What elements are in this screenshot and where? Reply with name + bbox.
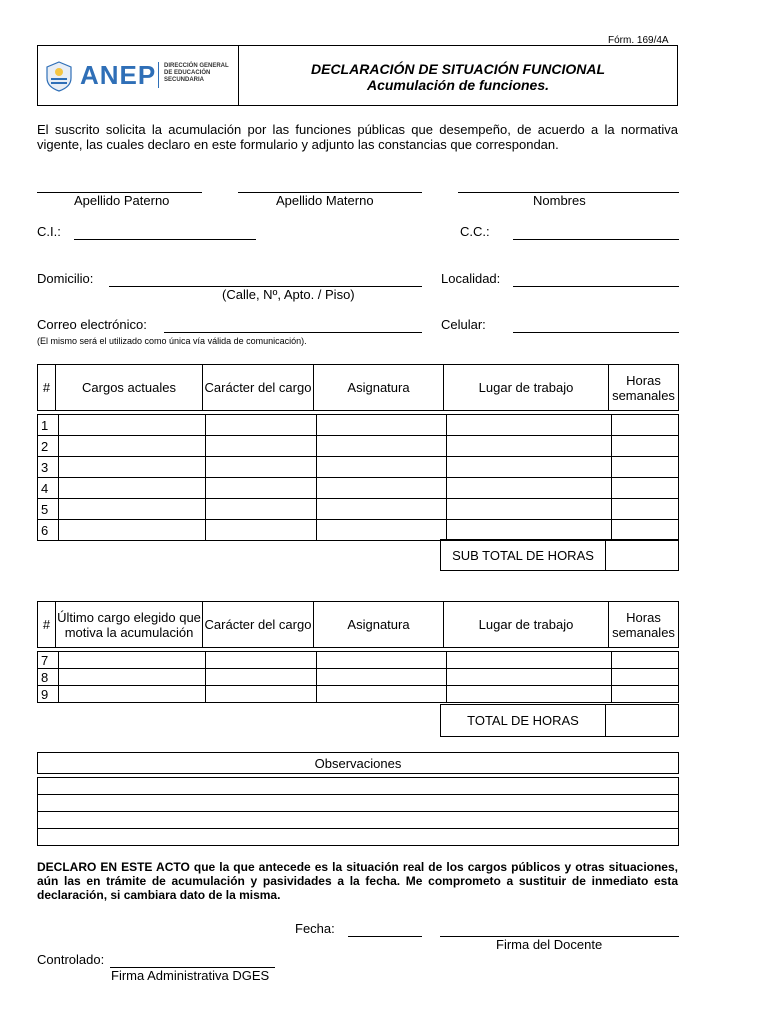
logo-subtitle: DIRECCIÓN GENERAL DE EDUCACIÓN SECUNDARIA — [164, 63, 229, 83]
subtotal-value[interactable] — [606, 540, 679, 571]
anep-emblem-icon — [44, 60, 74, 92]
row-number: 9 — [38, 686, 59, 703]
cargos-table — [37, 414, 679, 541]
intro-text: El suscrito solicita la acumulación por las funciones públicas que desempeño, de acuerdo a la normativa vigente, las cuales declaro en este formulario y adjunto las constancias que correspondan. — [37, 122, 678, 152]
cell-horas[interactable] — [612, 478, 679, 499]
col-caracter: Carácter del cargo — [203, 365, 314, 411]
localidad-field[interactable] — [513, 286, 679, 287]
col-number: # — [38, 602, 56, 648]
table-row — [38, 652, 679, 669]
cell-horas[interactable] — [612, 686, 679, 703]
cell-asignatura[interactable] — [317, 436, 447, 457]
observaciones-line[interactable] — [38, 778, 679, 795]
table-row — [38, 686, 679, 703]
row-number: 1 — [38, 415, 59, 436]
subtotal-label: SUB TOTAL DE HORAS — [441, 540, 606, 571]
total-box — [440, 704, 679, 737]
table-row — [38, 457, 679, 478]
ultimo-cargo-table — [37, 651, 679, 703]
col-caracter: Carácter del cargo — [203, 602, 314, 648]
row-number: 7 — [38, 652, 59, 669]
table-row — [38, 669, 679, 686]
cell-caracter[interactable] — [206, 652, 317, 669]
declaration-text: DECLARO EN ESTE ACTO que la que antecede es la situación real de los cargos públicos y otras situaciones, aún las en trámite de acumulación y pasividades a la fecha. Me comprometo a sustituir de inmediato esta declaración, si cambiara dato de la misma. — [37, 860, 678, 902]
header-box — [37, 45, 678, 106]
col-horas: Horas semanales — [609, 602, 679, 648]
ci-field[interactable] — [74, 239, 256, 240]
celular-field[interactable] — [513, 332, 679, 333]
col-asignatura: Asignatura — [314, 365, 444, 411]
cell-asignatura[interactable] — [317, 457, 447, 478]
table-row — [38, 436, 679, 457]
cell-lugar[interactable] — [447, 669, 612, 686]
cell-caracter[interactable] — [206, 499, 317, 520]
localidad-label: Localidad: — [441, 271, 501, 286]
cell-horas[interactable] — [612, 652, 679, 669]
ci-label: C.I.: — [37, 224, 61, 239]
celular-label: Celular: — [441, 317, 486, 332]
cell-asignatura[interactable] — [317, 478, 447, 499]
cell-horas[interactable] — [612, 415, 679, 436]
correo-label: Correo electrónico: — [37, 317, 147, 332]
total-value[interactable] — [606, 705, 679, 737]
cc-field[interactable] — [513, 239, 679, 240]
fecha-field[interactable] — [348, 936, 422, 937]
cell-asignatura[interactable] — [317, 686, 447, 703]
cell-asignatura[interactable] — [317, 520, 447, 541]
cell-cargo[interactable] — [59, 499, 206, 520]
cell-lugar[interactable] — [447, 436, 612, 457]
correo-field[interactable] — [164, 332, 422, 333]
ultimo-cargo-table-header — [37, 601, 679, 648]
form-title: DECLARACIÓN DE SITUACIÓN FUNCIONAL — [311, 61, 605, 77]
cell-lugar[interactable] — [447, 520, 612, 541]
anep-logo-text: ANEP — [80, 60, 157, 90]
cell-asignatura[interactable] — [317, 499, 447, 520]
col-lugar: Lugar de trabajo — [444, 365, 609, 411]
table-row — [38, 520, 679, 541]
cell-cargo[interactable] — [59, 669, 206, 686]
row-number: 3 — [38, 457, 59, 478]
cell-caracter[interactable] — [206, 478, 317, 499]
col-number: # — [38, 365, 56, 411]
table-row — [38, 478, 679, 499]
row-number: 2 — [38, 436, 59, 457]
nombres-label: Nombres — [533, 193, 586, 208]
col-asignatura: Asignatura — [314, 602, 444, 648]
cell-lugar[interactable] — [447, 415, 612, 436]
cell-cargo[interactable] — [59, 686, 206, 703]
row-number: 8 — [38, 669, 59, 686]
cargos-table-header — [37, 364, 679, 411]
cell-caracter[interactable] — [206, 686, 317, 703]
observaciones-line[interactable] — [38, 795, 679, 812]
logo-divider — [158, 62, 159, 88]
domicilio-hint: (Calle, Nº, Apto. / Piso) — [222, 287, 355, 302]
cell-lugar[interactable] — [447, 457, 612, 478]
apellido-paterno-label: Apellido Paterno — [74, 193, 170, 208]
fecha-label: Fecha: — [295, 921, 335, 936]
observaciones-header — [37, 752, 679, 774]
col-horas: Horas semanales — [609, 365, 679, 411]
correo-note: (El mismo será el utilizado como única vía válida de comunicación). — [37, 336, 307, 346]
cell-horas[interactable] — [612, 436, 679, 457]
row-number: 5 — [38, 499, 59, 520]
cell-horas[interactable] — [612, 520, 679, 541]
col-cargos: Cargos actuales — [56, 365, 203, 411]
cell-horas[interactable] — [612, 669, 679, 686]
total-label: TOTAL DE HORAS — [441, 705, 606, 737]
col-lugar: Lugar de trabajo — [444, 602, 609, 648]
subtotal-box — [440, 539, 679, 571]
cell-horas[interactable] — [612, 457, 679, 478]
cell-asignatura[interactable] — [317, 669, 447, 686]
cell-asignatura[interactable] — [317, 652, 447, 669]
cell-cargo[interactable] — [59, 520, 206, 541]
cell-caracter[interactable] — [206, 436, 317, 457]
cell-caracter[interactable] — [206, 457, 317, 478]
controlado-label: Controlado: — [37, 952, 105, 967]
apellido-materno-label: Apellido Materno — [276, 193, 374, 208]
row-number: 4 — [38, 478, 59, 499]
cell-cargo[interactable] — [59, 436, 206, 457]
cell-asignatura[interactable] — [317, 415, 447, 436]
observaciones-box — [37, 777, 679, 846]
observaciones-label: Observaciones — [38, 753, 679, 774]
cell-cargo[interactable] — [59, 415, 206, 436]
form-subtitle: Acumulación de funciones. — [366, 77, 550, 93]
cell-lugar[interactable] — [447, 686, 612, 703]
col-ultimo-cargo: Último cargo elegido que motiva la acumulación — [56, 602, 203, 648]
table-row — [38, 499, 679, 520]
cell-lugar[interactable] — [447, 652, 612, 669]
cc-label: C.C.: — [460, 224, 490, 239]
firma-admin-label: Firma Administrativa DGES — [111, 968, 270, 983]
domicilio-label: Domicilio: — [37, 271, 94, 286]
cell-lugar[interactable] — [447, 478, 612, 499]
firma-docente-label: Firma del Docente — [496, 937, 603, 952]
cell-cargo[interactable] — [59, 478, 206, 499]
cell-caracter[interactable] — [206, 520, 317, 541]
table-row — [38, 415, 679, 436]
observaciones-line[interactable] — [38, 812, 679, 829]
observaciones-line[interactable] — [38, 829, 679, 846]
cell-caracter[interactable] — [206, 669, 317, 686]
row-number: 6 — [38, 520, 59, 541]
cell-cargo[interactable] — [59, 457, 206, 478]
cell-horas[interactable] — [612, 499, 679, 520]
cell-cargo[interactable] — [59, 652, 206, 669]
cell-caracter[interactable] — [206, 415, 317, 436]
form-number: Fórm. 169/4A — [608, 35, 669, 46]
cell-lugar[interactable] — [447, 499, 612, 520]
